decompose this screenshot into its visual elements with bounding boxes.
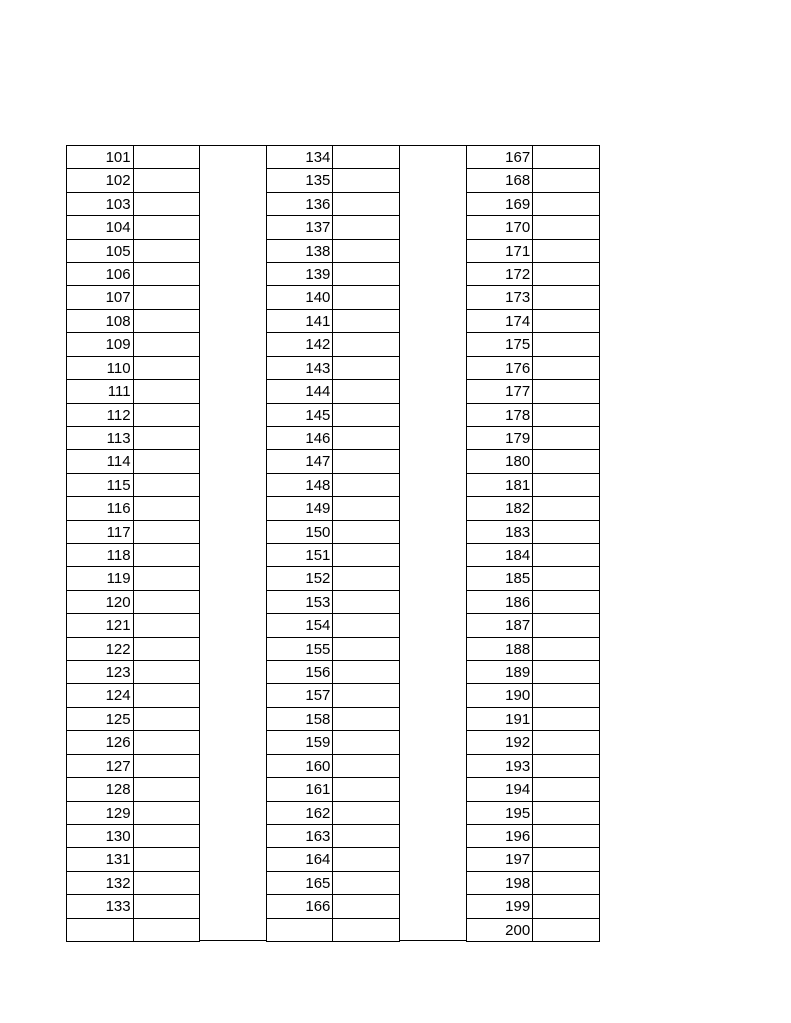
number-cell[interactable]: 129 xyxy=(66,801,133,825)
number-cell[interactable]: 158 xyxy=(266,707,333,731)
number-cell[interactable]: 126 xyxy=(66,730,133,754)
number-cell[interactable]: 163 xyxy=(266,824,333,848)
number-cell[interactable]: 177 xyxy=(466,379,533,403)
value-cell[interactable] xyxy=(332,590,400,614)
number-cell[interactable]: 161 xyxy=(266,777,333,801)
number-cell[interactable]: 146 xyxy=(266,426,333,450)
number-cell[interactable]: 114 xyxy=(66,449,133,473)
value-cell[interactable] xyxy=(133,145,201,169)
value-cell[interactable] xyxy=(532,543,600,567)
number-cell[interactable]: 197 xyxy=(466,847,533,871)
value-cell[interactable] xyxy=(133,262,201,286)
value-cell[interactable] xyxy=(532,730,600,754)
value-cell[interactable] xyxy=(332,660,400,684)
value-cell[interactable] xyxy=(332,356,400,380)
number-cell[interactable]: 166 xyxy=(266,894,333,918)
number-cell[interactable]: 184 xyxy=(466,543,533,567)
value-cell[interactable] xyxy=(532,824,600,848)
number-cell[interactable]: 176 xyxy=(466,356,533,380)
value-cell[interactable] xyxy=(332,192,400,216)
value-cell[interactable] xyxy=(332,426,400,450)
value-cell[interactable] xyxy=(332,262,400,286)
value-cell[interactable] xyxy=(332,239,400,263)
number-cell[interactable]: 116 xyxy=(66,496,133,520)
number-cell[interactable]: 117 xyxy=(66,520,133,544)
number-cell[interactable]: 164 xyxy=(266,847,333,871)
value-cell[interactable] xyxy=(133,637,201,661)
number-cell[interactable]: 185 xyxy=(466,566,533,590)
number-cell[interactable]: 159 xyxy=(266,730,333,754)
value-cell[interactable] xyxy=(532,379,600,403)
number-cell[interactable]: 130 xyxy=(66,824,133,848)
number-cell[interactable]: 194 xyxy=(466,777,533,801)
number-cell[interactable]: 144 xyxy=(266,379,333,403)
value-cell[interactable] xyxy=(532,496,600,520)
number-cell[interactable]: 153 xyxy=(266,590,333,614)
number-cell[interactable]: 103 xyxy=(66,192,133,216)
number-cell[interactable]: 178 xyxy=(466,403,533,427)
value-cell[interactable] xyxy=(532,145,600,169)
number-cell[interactable]: 136 xyxy=(266,192,333,216)
number-cell[interactable]: 199 xyxy=(466,894,533,918)
value-cell[interactable] xyxy=(532,871,600,895)
number-cell[interactable]: 132 xyxy=(66,871,133,895)
value-cell[interactable] xyxy=(532,566,600,590)
number-cell[interactable]: 133 xyxy=(66,894,133,918)
number-cell[interactable]: 105 xyxy=(66,239,133,263)
number-cell[interactable]: 181 xyxy=(466,473,533,497)
value-cell[interactable] xyxy=(133,520,201,544)
value-cell[interactable] xyxy=(133,824,201,848)
number-cell[interactable]: 169 xyxy=(466,192,533,216)
number-cell[interactable]: 150 xyxy=(266,520,333,544)
value-cell[interactable] xyxy=(133,730,201,754)
number-cell[interactable]: 190 xyxy=(466,683,533,707)
number-cell[interactable]: 148 xyxy=(266,473,333,497)
value-cell[interactable] xyxy=(532,894,600,918)
number-cell[interactable]: 172 xyxy=(466,262,533,286)
number-cell[interactable]: 147 xyxy=(266,449,333,473)
number-cell[interactable]: 145 xyxy=(266,403,333,427)
value-cell[interactable] xyxy=(133,707,201,731)
value-cell[interactable] xyxy=(332,707,400,731)
value-cell[interactable] xyxy=(133,449,201,473)
value-cell[interactable] xyxy=(133,356,201,380)
number-cell[interactable]: 186 xyxy=(466,590,533,614)
number-cell[interactable]: 173 xyxy=(466,285,533,309)
number-cell[interactable]: 156 xyxy=(266,660,333,684)
value-cell[interactable] xyxy=(133,215,201,239)
number-cell[interactable]: 142 xyxy=(266,332,333,356)
number-cell[interactable] xyxy=(66,918,133,942)
value-cell[interactable] xyxy=(532,918,600,942)
number-cell[interactable]: 191 xyxy=(466,707,533,731)
number-cell[interactable]: 125 xyxy=(66,707,133,731)
value-cell[interactable] xyxy=(332,145,400,169)
number-cell[interactable]: 121 xyxy=(66,613,133,637)
value-cell[interactable] xyxy=(532,637,600,661)
value-cell[interactable] xyxy=(532,403,600,427)
value-cell[interactable] xyxy=(532,285,600,309)
value-cell[interactable] xyxy=(532,613,600,637)
value-cell[interactable] xyxy=(332,379,400,403)
value-cell[interactable] xyxy=(532,239,600,263)
value-cell[interactable] xyxy=(133,379,201,403)
number-cell[interactable]: 188 xyxy=(466,637,533,661)
value-cell[interactable] xyxy=(532,683,600,707)
value-cell[interactable] xyxy=(133,239,201,263)
value-cell[interactable] xyxy=(532,215,600,239)
value-cell[interactable] xyxy=(532,356,600,380)
number-cell[interactable]: 200 xyxy=(466,918,533,942)
number-cell[interactable]: 140 xyxy=(266,285,333,309)
value-cell[interactable] xyxy=(532,192,600,216)
value-cell[interactable] xyxy=(133,309,201,333)
value-cell[interactable] xyxy=(532,707,600,731)
number-cell[interactable]: 193 xyxy=(466,754,533,778)
number-cell[interactable]: 139 xyxy=(266,262,333,286)
value-cell[interactable] xyxy=(133,847,201,871)
value-cell[interactable] xyxy=(133,332,201,356)
number-grid xyxy=(66,145,599,941)
number-cell[interactable]: 104 xyxy=(66,215,133,239)
number-cell[interactable]: 168 xyxy=(466,168,533,192)
number-cell[interactable]: 149 xyxy=(266,496,333,520)
value-cell[interactable] xyxy=(133,192,201,216)
number-cell[interactable]: 113 xyxy=(66,426,133,450)
value-cell[interactable] xyxy=(332,168,400,192)
value-cell[interactable] xyxy=(332,543,400,567)
value-cell[interactable] xyxy=(133,426,201,450)
number-cell[interactable]: 160 xyxy=(266,754,333,778)
value-cell[interactable] xyxy=(332,754,400,778)
number-cell[interactable]: 120 xyxy=(66,590,133,614)
number-cell[interactable]: 175 xyxy=(466,332,533,356)
value-cell[interactable] xyxy=(332,520,400,544)
number-cell[interactable]: 110 xyxy=(66,356,133,380)
value-cell[interactable] xyxy=(133,660,201,684)
value-cell[interactable] xyxy=(133,473,201,497)
number-cell[interactable]: 111 xyxy=(66,379,133,403)
number-cell[interactable]: 124 xyxy=(66,683,133,707)
value-cell[interactable] xyxy=(332,824,400,848)
value-cell[interactable] xyxy=(532,309,600,333)
value-cell[interactable] xyxy=(532,262,600,286)
number-cell[interactable]: 170 xyxy=(466,215,533,239)
number-cell[interactable]: 182 xyxy=(466,496,533,520)
number-cell[interactable]: 196 xyxy=(466,824,533,848)
value-cell[interactable] xyxy=(332,894,400,918)
number-cell[interactable]: 162 xyxy=(266,801,333,825)
value-cell[interactable] xyxy=(332,215,400,239)
number-cell[interactable]: 102 xyxy=(66,168,133,192)
value-cell[interactable] xyxy=(133,894,201,918)
value-cell[interactable] xyxy=(133,496,201,520)
number-cell[interactable]: 127 xyxy=(66,754,133,778)
value-cell[interactable] xyxy=(532,754,600,778)
value-cell[interactable] xyxy=(133,403,201,427)
value-cell[interactable] xyxy=(332,566,400,590)
number-cell[interactable]: 101 xyxy=(66,145,133,169)
value-cell[interactable] xyxy=(532,777,600,801)
value-cell[interactable] xyxy=(532,168,600,192)
value-cell[interactable] xyxy=(133,918,201,942)
number-cell[interactable]: 187 xyxy=(466,613,533,637)
value-cell[interactable] xyxy=(332,449,400,473)
value-cell[interactable] xyxy=(532,332,600,356)
value-cell[interactable] xyxy=(133,285,201,309)
value-cell[interactable] xyxy=(332,918,400,942)
value-cell[interactable] xyxy=(532,449,600,473)
number-cell[interactable]: 123 xyxy=(66,660,133,684)
value-cell[interactable] xyxy=(332,403,400,427)
number-cell[interactable]: 174 xyxy=(466,309,533,333)
value-cell[interactable] xyxy=(332,637,400,661)
value-cell[interactable] xyxy=(332,847,400,871)
number-cell[interactable]: 155 xyxy=(266,637,333,661)
value-cell[interactable] xyxy=(133,613,201,637)
value-cell[interactable] xyxy=(332,777,400,801)
value-cell[interactable] xyxy=(133,801,201,825)
spacer-column xyxy=(199,145,267,941)
value-cell[interactable] xyxy=(133,590,201,614)
value-cell[interactable] xyxy=(532,426,600,450)
value-cell[interactable] xyxy=(133,168,201,192)
number-cell[interactable]: 171 xyxy=(466,239,533,263)
spacer-column xyxy=(399,145,467,941)
number-cell[interactable]: 198 xyxy=(466,871,533,895)
value-cell[interactable] xyxy=(532,847,600,871)
number-cell[interactable]: 143 xyxy=(266,356,333,380)
number-cell[interactable]: 180 xyxy=(466,449,533,473)
value-cell[interactable] xyxy=(133,566,201,590)
value-cell[interactable] xyxy=(532,590,600,614)
number-cell[interactable]: 192 xyxy=(466,730,533,754)
value-cell[interactable] xyxy=(332,285,400,309)
value-cell[interactable] xyxy=(133,871,201,895)
number-cell[interactable]: 122 xyxy=(66,637,133,661)
number-cell[interactable]: 195 xyxy=(466,801,533,825)
number-cell[interactable]: 167 xyxy=(466,145,533,169)
number-cell[interactable]: 118 xyxy=(66,543,133,567)
value-cell[interactable] xyxy=(532,660,600,684)
number-cell[interactable]: 154 xyxy=(266,613,333,637)
value-cell[interactable] xyxy=(332,309,400,333)
value-cell[interactable] xyxy=(532,520,600,544)
value-cell[interactable] xyxy=(332,801,400,825)
value-cell[interactable] xyxy=(332,683,400,707)
number-cell[interactable]: 109 xyxy=(66,332,133,356)
number-cell[interactable]: 179 xyxy=(466,426,533,450)
value-cell[interactable] xyxy=(332,496,400,520)
number-cell[interactable]: 112 xyxy=(66,403,133,427)
value-cell[interactable] xyxy=(332,730,400,754)
value-cell[interactable] xyxy=(332,473,400,497)
number-cell[interactable]: 134 xyxy=(266,145,333,169)
value-cell[interactable] xyxy=(332,332,400,356)
value-cell[interactable] xyxy=(133,777,201,801)
number-cell[interactable]: 152 xyxy=(266,566,333,590)
value-cell[interactable] xyxy=(532,801,600,825)
number-cell[interactable]: 106 xyxy=(66,262,133,286)
number-cell[interactable]: 128 xyxy=(66,777,133,801)
value-cell[interactable] xyxy=(532,473,600,497)
value-cell[interactable] xyxy=(332,613,400,637)
number-cell[interactable]: 119 xyxy=(66,566,133,590)
value-cell[interactable] xyxy=(133,543,201,567)
number-cell[interactable]: 108 xyxy=(66,309,133,333)
number-cell[interactable]: 141 xyxy=(266,309,333,333)
number-cell[interactable]: 135 xyxy=(266,168,333,192)
number-cell[interactable]: 165 xyxy=(266,871,333,895)
number-cell[interactable]: 183 xyxy=(466,520,533,544)
number-cell[interactable]: 189 xyxy=(466,660,533,684)
value-cell[interactable] xyxy=(133,683,201,707)
number-cell[interactable]: 131 xyxy=(66,847,133,871)
value-cell[interactable] xyxy=(332,871,400,895)
number-cell[interactable]: 137 xyxy=(266,215,333,239)
number-cell[interactable]: 107 xyxy=(66,285,133,309)
number-cell[interactable]: 115 xyxy=(66,473,133,497)
number-cell[interactable]: 151 xyxy=(266,543,333,567)
number-cell[interactable] xyxy=(266,918,333,942)
value-cell[interactable] xyxy=(133,754,201,778)
number-cell[interactable]: 157 xyxy=(266,683,333,707)
number-cell[interactable]: 138 xyxy=(266,239,333,263)
